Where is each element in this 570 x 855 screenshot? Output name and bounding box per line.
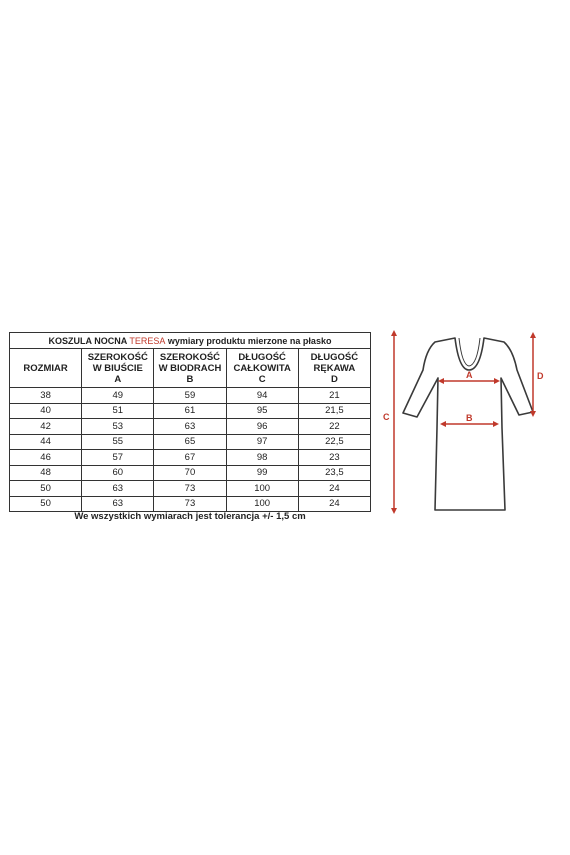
table-cell: 99: [226, 465, 298, 481]
column-header-line: SZEROKOŚĆ: [159, 351, 221, 363]
garment-diagram: [380, 320, 560, 520]
table-cell: 59: [154, 388, 226, 404]
table-cell: 48: [10, 465, 82, 481]
table-cell: 97: [226, 434, 298, 450]
column-header-line: A: [114, 373, 122, 385]
table-cell: 70: [154, 465, 226, 481]
title-prefix: KOSZULA NOCNA: [48, 335, 127, 346]
table-cell: 22: [298, 419, 370, 435]
table-cell: 95: [226, 403, 298, 419]
column-header-line: SZEROKOŚĆ: [87, 351, 148, 363]
column-header: [298, 349, 370, 388]
tolerance-note: We wszystkich wymiarach jest tolerancja +/- 1,5 cm: [74, 511, 306, 522]
measure-d-label: D: [537, 371, 544, 381]
column-header: [82, 349, 154, 388]
column-header: [10, 349, 82, 388]
title-suffix: wymiary produktu mierzone na płasko: [167, 335, 332, 346]
table-row: [10, 403, 371, 419]
column-header: [154, 349, 226, 388]
table-cell: 65: [154, 434, 226, 450]
table-cell: 73: [154, 496, 226, 512]
table-cell: 100: [226, 496, 298, 512]
table-row: [10, 434, 371, 450]
table-cell: 23: [298, 450, 370, 466]
table-title: [10, 333, 371, 349]
column-header-line: C: [258, 373, 266, 385]
table-cell: 24: [298, 481, 370, 497]
table-cell: 49: [82, 388, 154, 404]
table-cell: 100: [226, 481, 298, 497]
table-cell: 94: [226, 388, 298, 404]
neckline-inner: [459, 338, 480, 366]
column-header: [226, 349, 298, 388]
column-header-line: ROZMIAR: [23, 362, 68, 374]
measure-c-arrow: [391, 330, 397, 514]
size-table: [9, 332, 371, 512]
table-cell: 38: [10, 388, 82, 404]
measure-a-label: A: [466, 370, 473, 380]
column-header-row: [10, 349, 371, 388]
column-header-line: D: [330, 373, 338, 385]
table-cell: 63: [82, 496, 154, 512]
table-cell: 96: [226, 419, 298, 435]
table-title-row: [10, 333, 371, 349]
table-row: [10, 419, 371, 435]
table-row: [10, 496, 371, 512]
table-cell: 51: [82, 403, 154, 419]
table-row: [10, 465, 371, 481]
measure-c-label: C: [383, 412, 390, 422]
table-cell: 57: [82, 450, 154, 466]
table-cell: 23,5: [298, 465, 370, 481]
column-header-line: RĘKAWA: [313, 362, 356, 374]
table-cell: 67: [154, 450, 226, 466]
column-header-line: DŁUGOŚĆ: [238, 351, 286, 363]
table-cell: 24: [298, 496, 370, 512]
table-cell: 44: [10, 434, 82, 450]
column-header-line: CAŁKOWITA: [233, 362, 291, 374]
title-product-name: TERESA: [129, 335, 166, 346]
table-body: [10, 388, 371, 512]
table-cell: 55: [82, 434, 154, 450]
table-row: [10, 481, 371, 497]
column-header-line: W BIODRACH: [158, 362, 222, 374]
column-header-line: B: [186, 373, 194, 385]
table-cell: 63: [154, 419, 226, 435]
table-cell: 50: [10, 496, 82, 512]
table-cell: 42: [10, 419, 82, 435]
table-cell: 98: [226, 450, 298, 466]
column-header-line: DŁUGOŚĆ: [310, 351, 359, 363]
table-cell: 21: [298, 388, 370, 404]
table-cell: 21,5: [298, 403, 370, 419]
table-cell: 46: [10, 450, 82, 466]
table-cell: 60: [82, 465, 154, 481]
measure-b-label: B: [466, 413, 473, 423]
table-cell: 40: [10, 403, 82, 419]
table-cell: 73: [154, 481, 226, 497]
table-cell: 53: [82, 419, 154, 435]
table-cell: 63: [82, 481, 154, 497]
table-cell: 50: [10, 481, 82, 497]
table-cell: 61: [154, 403, 226, 419]
table-row: [10, 388, 371, 404]
table-row: [10, 450, 371, 466]
column-header-line: W BIUŚCIE: [92, 362, 143, 374]
table-cell: 22,5: [298, 434, 370, 450]
